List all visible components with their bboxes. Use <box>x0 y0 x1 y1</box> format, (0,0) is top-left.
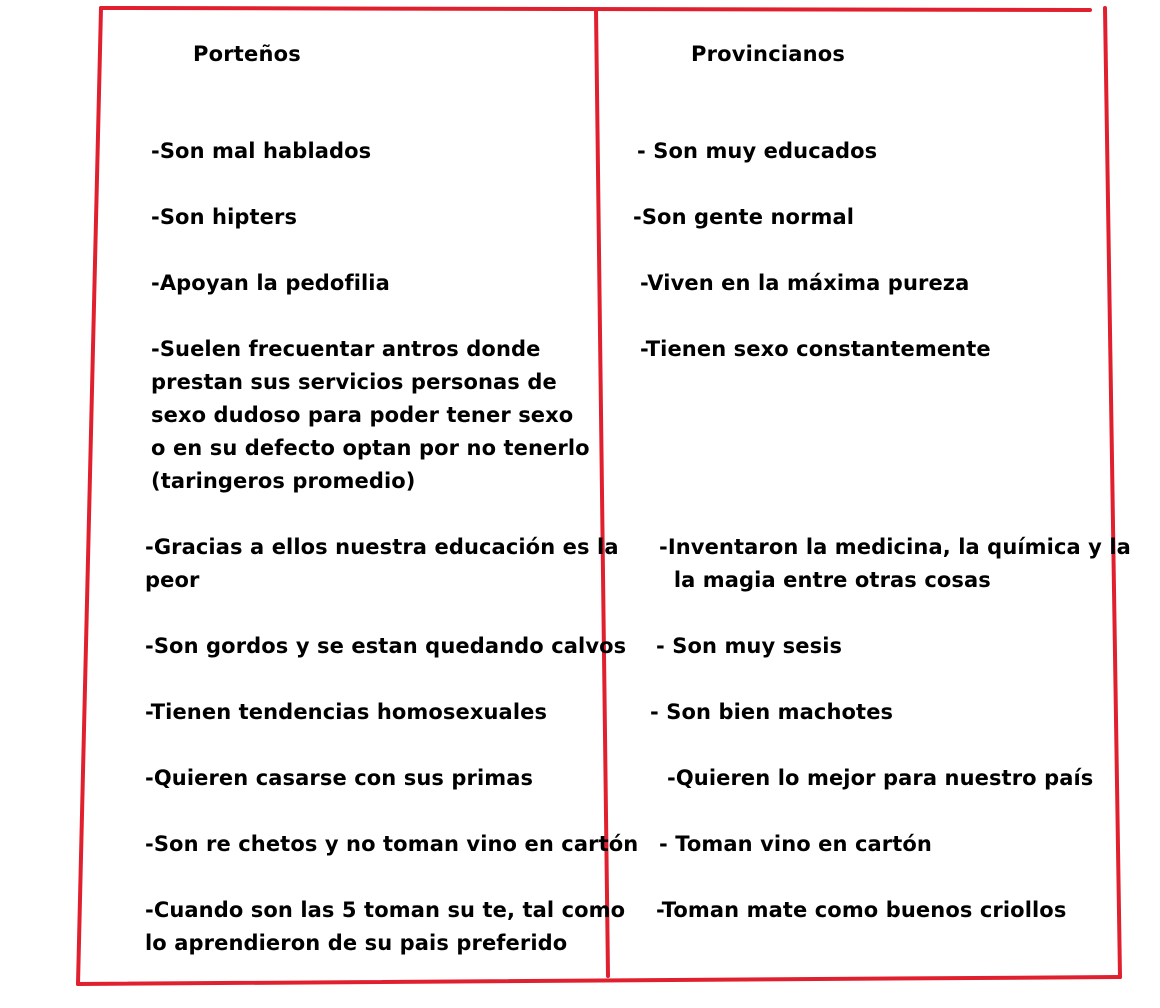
left-item-line: -Son gordos y se estan quedando calvos <box>145 634 627 658</box>
right-item-line: -Tienen sexo constantemente <box>640 337 991 361</box>
left-item-line: -Gracias a ellos nuestra educación es la <box>145 535 619 559</box>
bottom-border-line <box>78 977 1120 984</box>
header-provincianos: Provincianos <box>691 42 846 66</box>
left-item-line: (taringeros promedio) <box>151 469 416 493</box>
right-item-line: -Son gente normal <box>633 205 855 229</box>
left-item-line: sexo dudoso para poder tener sexo <box>151 403 574 427</box>
right-item-9 <box>659 828 932 861</box>
left-item-7 <box>145 696 547 729</box>
left-item-3 <box>151 267 390 300</box>
right-item-line: -Viven en la máxima pureza <box>640 271 970 295</box>
right-item-line: -Toman mate como buenos criollos <box>656 898 1067 922</box>
left-item-line: -Tienen tendencias homosexuales <box>145 700 548 724</box>
left-item-line: -Apoyan la pedofilia <box>151 271 390 295</box>
right-item-7 <box>650 696 893 729</box>
right-item-8 <box>667 762 1093 795</box>
right-item-3 <box>640 267 969 300</box>
left-border-line <box>78 8 101 984</box>
left-item-line: -Son hipters <box>151 205 298 229</box>
right-item-5 <box>659 531 1131 597</box>
left-item-line: lo aprendieron de su pais preferido <box>145 931 568 955</box>
right-item-10 <box>656 894 1066 927</box>
left-item-1 <box>151 135 371 168</box>
left-item-10 <box>145 894 625 960</box>
left-item-line: -Cuando son las 5 toman su te, tal como <box>145 898 626 922</box>
right-item-line: - Son muy educados <box>637 139 878 163</box>
right-item-1 <box>637 135 877 168</box>
right-item-line: - Toman vino en cartón <box>659 832 932 856</box>
right-item-2 <box>633 201 854 234</box>
header-portenos: Porteños <box>193 42 301 66</box>
left-item-line: -Quieren casarse con sus primas <box>145 766 534 790</box>
right-border-line <box>1105 8 1120 977</box>
left-item-6 <box>145 630 626 663</box>
left-item-line: o en su defecto optan por no tenerlo <box>151 436 590 460</box>
left-item-2 <box>151 201 297 234</box>
right-item-line: - Son bien machotes <box>650 700 894 724</box>
left-item-line: -Son mal hablados <box>151 139 372 163</box>
right-item-line: -Inventaron la medicina, la química y la <box>659 535 1131 559</box>
left-item-4 <box>151 333 590 498</box>
left-item-line: -Suelen frecuentar antros donde <box>151 337 541 361</box>
right-item-line: -Quieren lo mejor para nuestro país <box>667 766 1094 790</box>
right-item-line: la magia entre otras cosas <box>659 568 991 592</box>
right-item-4 <box>640 333 991 366</box>
left-item-line: prestan sus servicios personas de <box>151 370 557 394</box>
left-item-line: peor <box>145 568 200 592</box>
left-item-8 <box>145 762 533 795</box>
left-item-line: -Son re chetos y no toman vino en cartón <box>145 832 639 856</box>
left-item-9 <box>145 828 638 861</box>
right-item-6 <box>656 630 842 663</box>
left-item-5 <box>145 531 619 597</box>
right-item-line: - Son muy sesis <box>656 634 843 658</box>
